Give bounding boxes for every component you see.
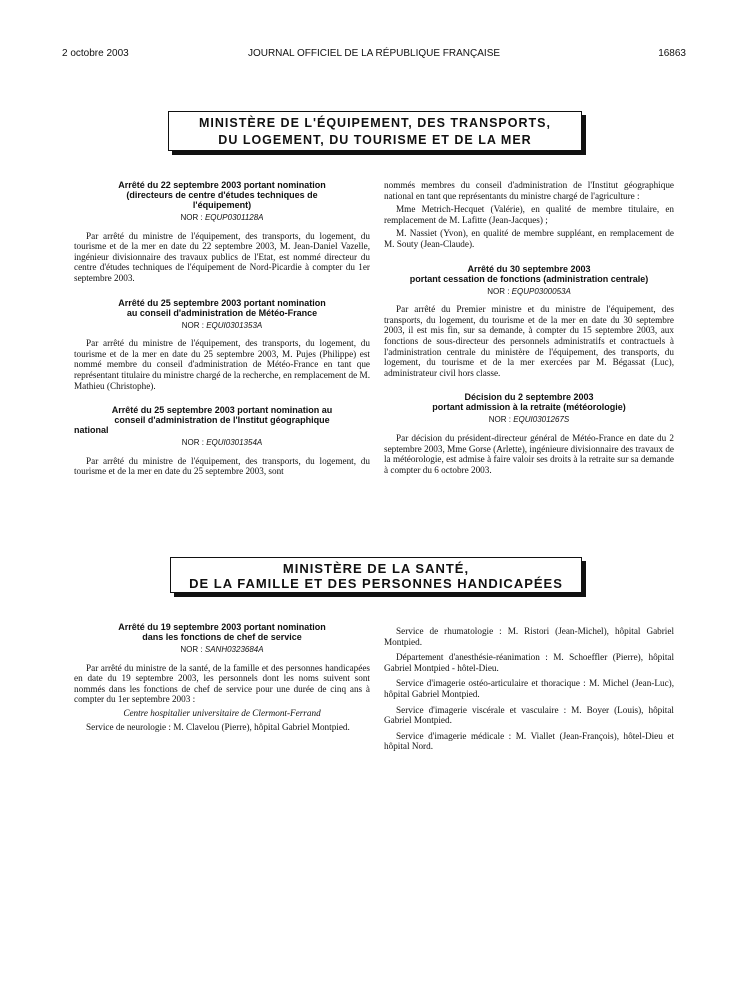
ministry-sante-box (170, 557, 582, 593)
article-3 (74, 405, 370, 477)
article-body: Par arrêté du Premier ministre et du ministre de l'équipement, des transports, du logement, du tourisme et de la mer en date du 30 septembre 2003, il est mis fin, sur sa demande, à compter du 15 septembre 2003, aux fonctions de sous-directeur des personnels administratifs et contractuels à l'administration centrale du ministère de l'équipement, des transports, du logement, du tourisme et de la mer exercées par M. Bégassat (Luc), administrateur civil hors classe. (384, 304, 674, 378)
service-item: Département d'anesthésie-réanimation : M. Schoeffler (Pierre), hôpital Gabriel Montpied - hôtel-Dieu. (384, 652, 674, 673)
service-item: Service d'imagerie viscérale et vasculaire : M. Boyer (Louis), hôpital Gabriel Montpied. (384, 704, 674, 726)
nor-reference (74, 321, 370, 332)
nor-code: EQUI0301267S (513, 415, 570, 425)
nor-reference (384, 287, 674, 298)
article-body-continued: nommés membres du conseil d'administration de l'Institut géographique national en tant que représentants du ministre chargé de l'agriculture : (384, 180, 674, 201)
article-2 (74, 298, 370, 392)
service-item: Service d'imagerie ostéo-articulaire et thoracique : M. Michel (Jean-Luc), hôpital Gabriel Montpied. (384, 678, 674, 699)
nor-code: EQUP0301128A (204, 213, 264, 222)
article-title: au conseil d'administration de Météo-France (126, 307, 318, 318)
article-6 (74, 622, 370, 732)
article-body: Par arrêté du ministre de la santé, de la famille et des personnes handicapées en date du 19 septembre 2003, les personnels dont les noms suivent sont nommés dans les fonctions de chef de service pour une durée de cinq ans à compter du 1er septembre 2003 : (74, 662, 370, 705)
hospital-name: Centre hospitalier universitaire de Clermont-Ferrand (123, 707, 321, 718)
nor-reference (384, 415, 674, 426)
right-column-2 (384, 626, 674, 755)
nor-reference (74, 645, 370, 656)
article-title: national (74, 425, 109, 436)
ministry-equipement-box (168, 111, 582, 151)
page-number: 16863 (658, 48, 686, 59)
right-column-1 (384, 180, 674, 478)
article-title: (directeurs de centre d'études techniques de (126, 190, 318, 200)
article-title: Arrêté du 22 septembre 2003 portant nomination (118, 180, 326, 190)
nor-label: NOR : (487, 286, 510, 296)
left-column-1 (74, 180, 370, 480)
article-title: Décision du 2 septembre 2003 (464, 392, 594, 403)
service-item: Service de neurologie : M. Clavelou (Pierre), hôpital Gabriel Montpied. (86, 721, 350, 732)
article-body: Par arrêté du ministre de l'équipement, des transports, du logement, du tourisme et de la mer en date du 25 septembre 2003, sont (74, 455, 370, 477)
article-4 (384, 264, 674, 379)
nor-code: SANH0323684A (204, 645, 264, 654)
ministry-line-1: MINISTÈRE DE LA SANTÉ, (282, 561, 470, 576)
member-item: Mme Metrich-Hecquet (Valérie), en qualité de membre titulaire, en remplacement de M. Lafitte (Jean-Jacques) ; (384, 204, 674, 225)
page-date: 2 octobre 2003 (62, 48, 129, 59)
left-column-2 (74, 622, 370, 735)
article-title: Arrêté du 19 septembre 2003 portant nomination (118, 622, 326, 632)
article-body: Par arrêté du ministre de l'équipement, des transports, du logement, du tourisme et de la mer en date du 25 septembre 2003, M. Pujes (Philippe) est nommé membre du conseil d'administration de Météo-France en tant que représentant titulaire du ministre chargé de la recherche, en remplacement de M. Mathieu (Christophe). (74, 338, 370, 391)
article-title: portant admission à la retraite (météorologie) (432, 402, 626, 413)
article-title: conseil d'administration de l'Institut géographique (114, 415, 330, 426)
ministry-line-1: MINISTÈRE DE L'ÉQUIPEMENT, DES TRANSPORTS, (199, 116, 551, 130)
article-title: l'équipement) (192, 200, 252, 210)
article-title: portant cessation de fonctions (administration centrale) (409, 273, 649, 284)
ministry-line-2: DU LOGEMENT, DU TOURISME ET DE LA MER (218, 133, 532, 147)
nor-code: EQUP0300053A (511, 286, 571, 296)
nor-code: EQUI0301353A (206, 320, 263, 330)
service-item: Service d'imagerie médicale : M. Viallet (Jean-François), hôtel-Dieu et hôpital Nord. (384, 730, 674, 752)
article-1 (74, 180, 370, 284)
journal-title: JOURNAL OFFICIEL DE LA RÉPUBLIQUE FRANÇAISE (247, 48, 501, 59)
nor-label: NOR : (181, 438, 204, 448)
article-5 (384, 392, 674, 475)
article-title: Arrêté du 30 septembre 2003 (467, 263, 591, 274)
ministry-line-2: DE LA FAMILLE ET DES PERSONNES HANDICAPÉES (189, 576, 563, 591)
nor-label: NOR : (181, 320, 204, 330)
nor-code: EQUI0301354A (206, 438, 263, 448)
member-item: M. Nassiet (Yvon), en qualité de membre suppléant, en remplacement de M. Souty (Jean-Claude). (384, 228, 674, 249)
nor-label: NOR : (180, 213, 203, 222)
article-title: Arrêté du 25 septembre 2003 portant nomination (118, 297, 326, 308)
service-item: Service de rhumatologie : M. Ristori (Jean-Michel), hôpital Gabriel Montpied. (384, 626, 674, 647)
article-body: Par arrêté du ministre de l'équipement, des transports, du logement, du tourisme et de la mer en date du 22 septembre 2003, M. Jean-Daniel Vazelle, ingénieur divisionnaire des travaux publics de l'Etat, est nommé directeur du centre d'études techniques de l'équipement de Nord-Picardie à compter du 1er septembre 2003. (74, 230, 370, 283)
nor-label: NOR : (180, 645, 203, 654)
nor-reference (74, 213, 370, 224)
article-body: Par décision du président-directeur général de Météo-France en date du 2 septembre 2003, Mme Gorse (Arlette), ingénieure divisionnaire des travaux de la météorologie, est admise à faire valoir ses droits à la retraite sur sa demande à compter du 6 octobre 2003. (384, 432, 674, 475)
article-title: Arrêté du 25 septembre 2003 portant nomination au (111, 405, 333, 416)
nor-reference (74, 438, 370, 449)
article-title: dans les fonctions de chef de service (142, 632, 302, 642)
nor-label: NOR : (488, 415, 511, 425)
